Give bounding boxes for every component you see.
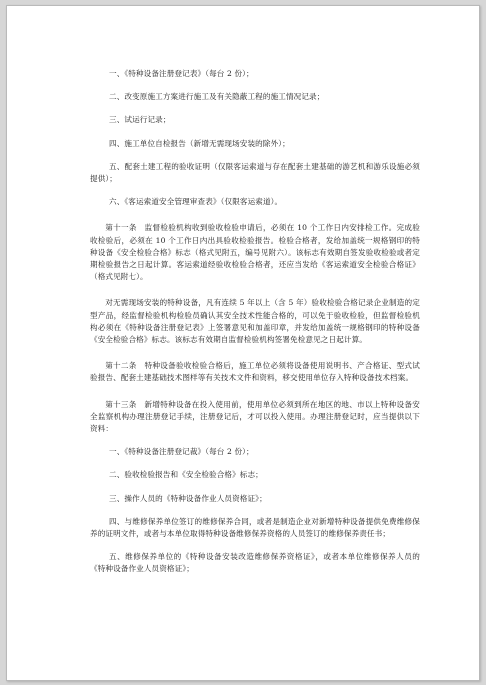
article-12: 第十二条 特种设备验收检验合格后，施工单位必须将设备使用说明书、产合格证、型式试验报告、配套土建基础技术图样等有关技术文件和资料，移交使用单位存入特种设备技术档案。 [90, 361, 420, 383]
article-11: 第十一条 监督检验机构收到验收检验申请后，必须在 10 个工作日内安排检工作。完成验收检验后，必须在 10 个工作日内出具验收检验报告。检验合格者，发给加盖统一规格钢印的特种设备《安全检验合格》标志（格式见附五，编号见附六）。该标志有效期自签发验收检验或者定期检验报告之日起计算。客运索道经验收检验合格者，还应当发给《客运索道安全检验合格证》（格式见附七）。 [90, 223, 420, 282]
requirement-1: 一、《特种设备注册登记裁》（每台 2 份）； [109, 447, 254, 457]
list-item-3: 三、试运行记录； [109, 115, 171, 125]
list-item-2: 二、改变原施工方案进行施工及有关隐蔽工程的施工情况记录； [109, 92, 325, 102]
list-item-1: 一、《特种设备注册登记表》（每台 2 份）； [109, 69, 254, 78]
article-13: 第十三条 新增特种设备在投入使用前，使用单位必须到所在地区的地、市以上特种设备安全监察机构办理注册登记手续，注册登记后，才可以投入使用。办理注册登记时，应当提供以下资料： [90, 399, 420, 434]
document-body [90, 68, 420, 576]
list-item-5: 五、配套土建工程的验收证明（仅限客运索道与存在配套土建基础的游艺机和游乐设施必须提供）； [90, 161, 420, 184]
requirement-2: 二、验收检验报告和《安全检验合格》标志； [109, 470, 263, 480]
article-11-exemption: 对无需现场安装的特种设备，凡有连续 5 年以上（含 5 年）验收检验合格记录企业制造的定型产品，经监督检验机构检验员确认其安全技术性能合格的，可以免于验收检验，但监督检验机构必须在《特种设备注册登记表》上签署意见和加盖印章，并发给加盖统一规格钢印的特种设备《安全检验合格》标志。该标志有效期自监督检验机构签署免检意见之日起计算。 [90, 298, 420, 345]
list-item-4: 四、施工单位自检报告（新增无需现场安装的除外）； [109, 138, 290, 148]
document-page [6, 5, 480, 681]
requirement-5: 五、维修保养单位的《特种设备安装改造维修保养资格证》，或者本单位维修保养人员的《特种设备作业人员资格证》； [90, 552, 420, 574]
requirement-4: 四、与维修保养单位签订的维修保养合同，或者是制造企业对新增特种设备提供免费维修保养的证明文件，或者与本单位取得特种设备维修保养资格的人员签订的维修保养责任书； [90, 516, 420, 539]
requirement-3: 三、操作人员的《特种设备作业人员资格证》； [109, 493, 267, 503]
list-item-6: 六、《客运索道安全管理审查表》（仅限客运索道）。 [109, 197, 283, 207]
